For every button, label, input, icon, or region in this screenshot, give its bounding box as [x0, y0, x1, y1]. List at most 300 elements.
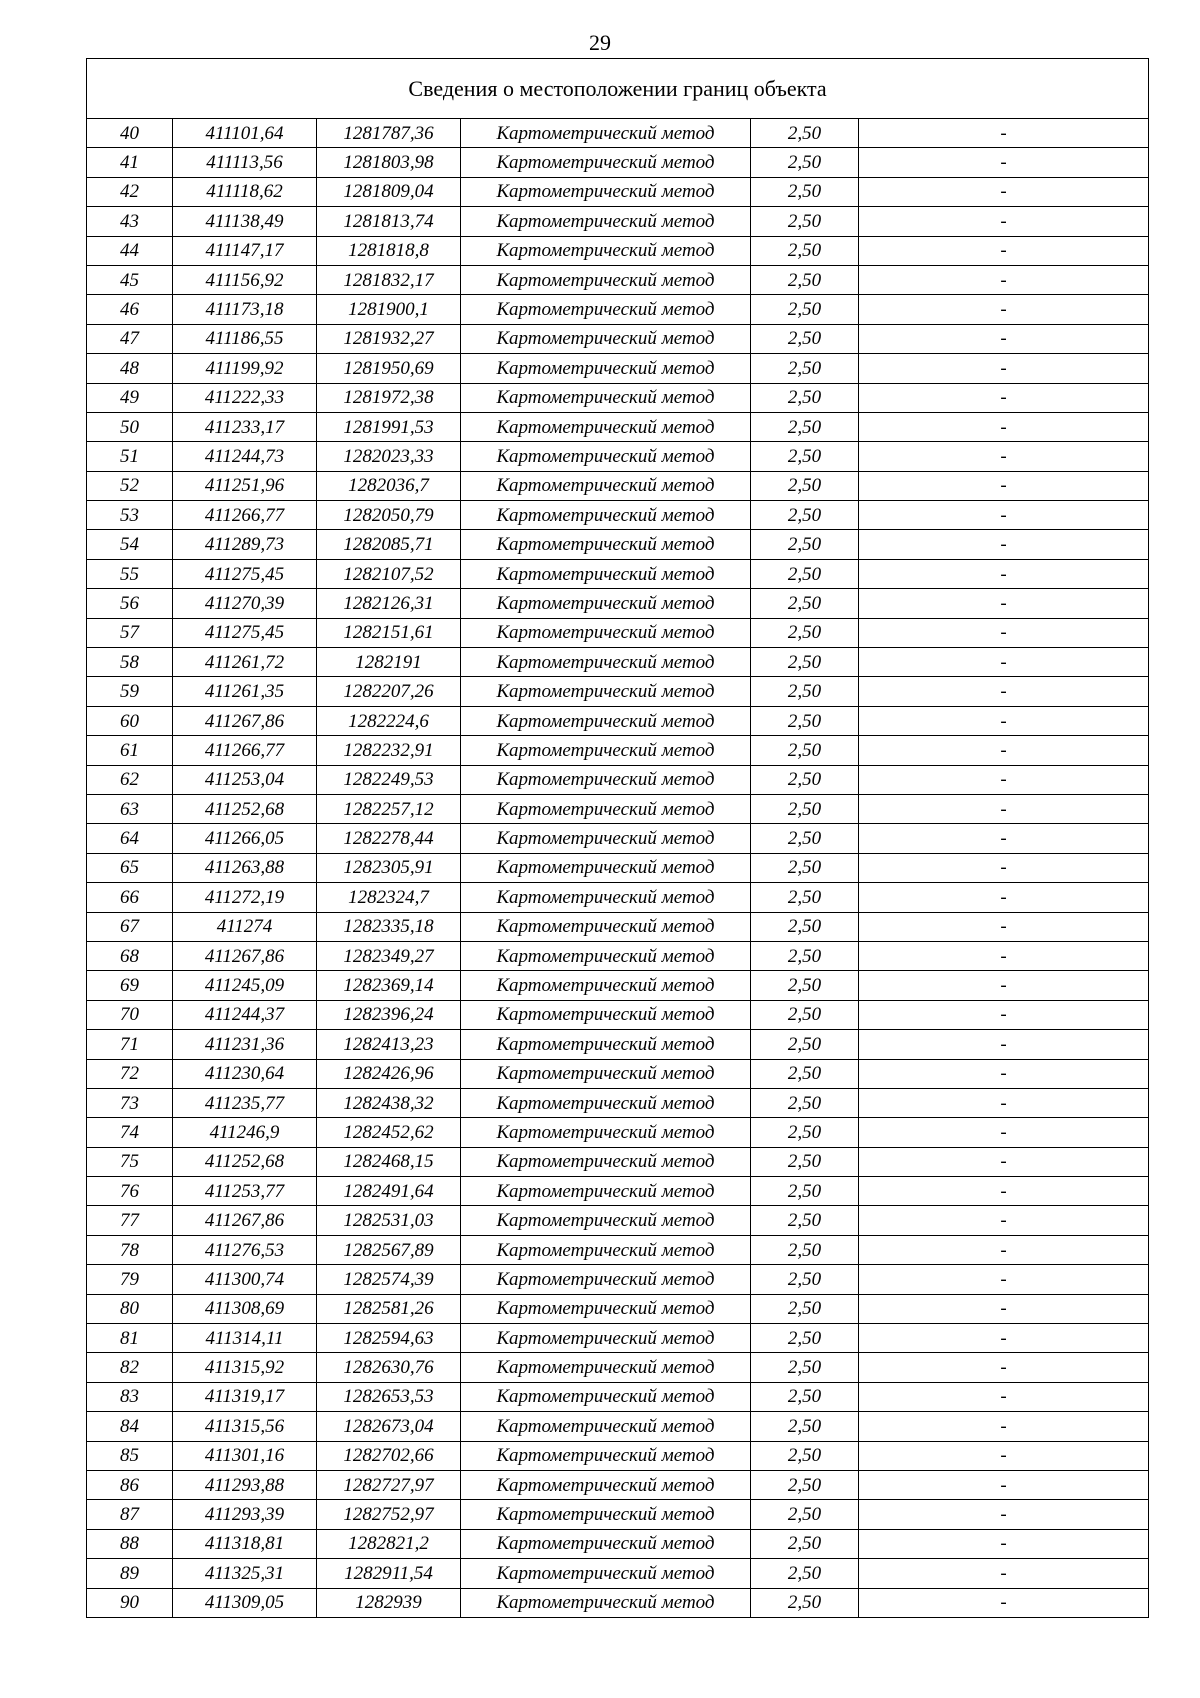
- table-row: [87, 148, 1149, 177]
- description-cell: -: [859, 530, 1149, 559]
- accuracy-cell: 2,50: [751, 1588, 859, 1617]
- method-cell: Картометрический метод: [461, 1412, 751, 1441]
- x-coordinate-cell: 411308,69: [173, 1294, 317, 1323]
- point-number-cell: 44: [87, 236, 173, 265]
- y-coordinate-cell: 1282574,39: [317, 1265, 461, 1294]
- y-coordinate-cell: 1281932,27: [317, 324, 461, 353]
- description-cell: -: [859, 706, 1149, 735]
- description-cell: -: [859, 824, 1149, 853]
- accuracy-cell: 2,50: [751, 1470, 859, 1499]
- method-cell: Картометрический метод: [461, 736, 751, 765]
- method-cell: Картометрический метод: [461, 883, 751, 912]
- x-coordinate-cell: 411293,88: [173, 1470, 317, 1499]
- x-coordinate-cell: 411267,86: [173, 706, 317, 735]
- point-number-cell: 49: [87, 383, 173, 412]
- point-number-cell: 68: [87, 941, 173, 970]
- point-number-cell: 65: [87, 853, 173, 882]
- method-cell: Картометрический метод: [461, 1206, 751, 1235]
- table-row: [87, 354, 1149, 383]
- table-row: [87, 501, 1149, 530]
- table-row: [87, 324, 1149, 353]
- table-row: [87, 765, 1149, 794]
- point-number-cell: 42: [87, 177, 173, 206]
- table-row: [87, 1088, 1149, 1117]
- table-row: [87, 1500, 1149, 1529]
- table-row: [87, 794, 1149, 823]
- description-cell: -: [859, 941, 1149, 970]
- x-coordinate-cell: 411156,92: [173, 265, 317, 294]
- page-number: 29: [589, 30, 611, 55]
- x-coordinate-cell: 411266,77: [173, 736, 317, 765]
- table-row: [87, 207, 1149, 236]
- y-coordinate-cell: 1281809,04: [317, 177, 461, 206]
- point-number-cell: 84: [87, 1412, 173, 1441]
- method-cell: Картометрический метод: [461, 1529, 751, 1558]
- y-coordinate-cell: 1282232,91: [317, 736, 461, 765]
- method-cell: Картометрический метод: [461, 559, 751, 588]
- description-cell: -: [859, 1382, 1149, 1411]
- description-cell: -: [859, 148, 1149, 177]
- accuracy-cell: 2,50: [751, 1088, 859, 1117]
- accuracy-cell: 2,50: [751, 1265, 859, 1294]
- table-row: [87, 883, 1149, 912]
- x-coordinate-cell: 411276,53: [173, 1235, 317, 1264]
- y-coordinate-cell: 1282452,62: [317, 1118, 461, 1147]
- y-coordinate-cell: 1282630,76: [317, 1353, 461, 1382]
- y-coordinate-cell: 1282224,6: [317, 706, 461, 735]
- method-cell: Картометрический метод: [461, 677, 751, 706]
- point-number-cell: 54: [87, 530, 173, 559]
- x-coordinate-cell: 411266,05: [173, 824, 317, 853]
- point-number-cell: 71: [87, 1030, 173, 1059]
- method-cell: Картометрический метод: [461, 1059, 751, 1088]
- x-coordinate-cell: 411261,35: [173, 677, 317, 706]
- table-row: [87, 177, 1149, 206]
- accuracy-cell: 2,50: [751, 265, 859, 294]
- x-coordinate-cell: 411325,31: [173, 1559, 317, 1588]
- table-title: Сведения о местоположении границ объекта: [87, 59, 1149, 119]
- y-coordinate-cell: 1282023,33: [317, 442, 461, 471]
- x-coordinate-cell: 411275,45: [173, 618, 317, 647]
- accuracy-cell: 2,50: [751, 853, 859, 882]
- accuracy-cell: 2,50: [751, 1000, 859, 1029]
- x-coordinate-cell: 411267,86: [173, 941, 317, 970]
- x-coordinate-cell: 411315,92: [173, 1353, 317, 1382]
- y-coordinate-cell: 1282752,97: [317, 1500, 461, 1529]
- accuracy-cell: 2,50: [751, 883, 859, 912]
- y-coordinate-cell: 1282396,24: [317, 1000, 461, 1029]
- accuracy-cell: 2,50: [751, 295, 859, 324]
- x-coordinate-cell: 411253,77: [173, 1177, 317, 1206]
- accuracy-cell: 2,50: [751, 1206, 859, 1235]
- method-cell: Картометрический метод: [461, 1382, 751, 1411]
- accuracy-cell: 2,50: [751, 589, 859, 618]
- point-number-cell: 64: [87, 824, 173, 853]
- point-number-cell: 62: [87, 765, 173, 794]
- description-cell: -: [859, 736, 1149, 765]
- table-row: [87, 589, 1149, 618]
- point-number-cell: 56: [87, 589, 173, 618]
- table-row: [87, 941, 1149, 970]
- description-cell: -: [859, 883, 1149, 912]
- table-row: [87, 1118, 1149, 1147]
- method-cell: Картометрический метод: [461, 794, 751, 823]
- table-row: [87, 912, 1149, 941]
- description-cell: -: [859, 677, 1149, 706]
- table-row: [87, 1529, 1149, 1558]
- point-number-cell: 61: [87, 736, 173, 765]
- x-coordinate-cell: 411274: [173, 912, 317, 941]
- x-coordinate-cell: 411267,86: [173, 1206, 317, 1235]
- point-number-cell: 58: [87, 648, 173, 677]
- table-row: [87, 618, 1149, 647]
- y-coordinate-cell: 1282305,91: [317, 853, 461, 882]
- accuracy-cell: 2,50: [751, 148, 859, 177]
- accuracy-cell: 2,50: [751, 324, 859, 353]
- point-number-cell: 81: [87, 1324, 173, 1353]
- table-row: [87, 1324, 1149, 1353]
- accuracy-cell: 2,50: [751, 794, 859, 823]
- description-cell: -: [859, 324, 1149, 353]
- point-number-cell: 47: [87, 324, 173, 353]
- accuracy-cell: 2,50: [751, 1118, 859, 1147]
- method-cell: Картометрический метод: [461, 1353, 751, 1382]
- accuracy-cell: 2,50: [751, 412, 859, 441]
- y-coordinate-cell: 1281813,74: [317, 207, 461, 236]
- description-cell: -: [859, 1470, 1149, 1499]
- y-coordinate-cell: 1282278,44: [317, 824, 461, 853]
- point-number-cell: 83: [87, 1382, 173, 1411]
- point-number-cell: 63: [87, 794, 173, 823]
- method-cell: Картометрический метод: [461, 824, 751, 853]
- point-number-cell: 87: [87, 1500, 173, 1529]
- point-number-cell: 79: [87, 1265, 173, 1294]
- description-cell: -: [859, 471, 1149, 500]
- y-coordinate-cell: 1282249,53: [317, 765, 461, 794]
- description-cell: -: [859, 1000, 1149, 1029]
- point-number-cell: 72: [87, 1059, 173, 1088]
- accuracy-cell: 2,50: [751, 1235, 859, 1264]
- accuracy-cell: 2,50: [751, 941, 859, 970]
- point-number-cell: 51: [87, 442, 173, 471]
- y-coordinate-cell: 1282324,7: [317, 883, 461, 912]
- accuracy-cell: 2,50: [751, 1382, 859, 1411]
- method-cell: Картометрический метод: [461, 324, 751, 353]
- table-row: [87, 1000, 1149, 1029]
- description-cell: -: [859, 295, 1149, 324]
- description-cell: -: [859, 265, 1149, 294]
- description-cell: -: [859, 1500, 1149, 1529]
- accuracy-cell: 2,50: [751, 119, 859, 148]
- accuracy-cell: 2,50: [751, 559, 859, 588]
- method-cell: Картометрический метод: [461, 618, 751, 647]
- description-cell: -: [859, 1118, 1149, 1147]
- method-cell: Картометрический метод: [461, 706, 751, 735]
- point-number-cell: 57: [87, 618, 173, 647]
- x-coordinate-cell: 411275,45: [173, 559, 317, 588]
- method-cell: Картометрический метод: [461, 177, 751, 206]
- table-row: [87, 1030, 1149, 1059]
- x-coordinate-cell: 411138,49: [173, 207, 317, 236]
- accuracy-cell: 2,50: [751, 1500, 859, 1529]
- table-title-row: [87, 59, 1149, 119]
- accuracy-cell: 2,50: [751, 1294, 859, 1323]
- description-cell: -: [859, 1559, 1149, 1588]
- method-cell: Картометрический метод: [461, 853, 751, 882]
- y-coordinate-cell: 1281787,36: [317, 119, 461, 148]
- x-coordinate-cell: 411251,96: [173, 471, 317, 500]
- method-cell: Картометрический метод: [461, 412, 751, 441]
- x-coordinate-cell: 411314,11: [173, 1324, 317, 1353]
- point-number-cell: 52: [87, 471, 173, 500]
- y-coordinate-cell: 1282426,96: [317, 1059, 461, 1088]
- table-row: [87, 1441, 1149, 1470]
- point-number-cell: 69: [87, 971, 173, 1000]
- x-coordinate-cell: 411301,16: [173, 1441, 317, 1470]
- point-number-cell: 90: [87, 1588, 173, 1617]
- table-row: [87, 1206, 1149, 1235]
- x-coordinate-cell: 411118,62: [173, 177, 317, 206]
- description-cell: -: [859, 177, 1149, 206]
- x-coordinate-cell: 411147,17: [173, 236, 317, 265]
- description-cell: -: [859, 648, 1149, 677]
- method-cell: Картометрический метод: [461, 1235, 751, 1264]
- point-number-cell: 67: [87, 912, 173, 941]
- y-coordinate-cell: 1282349,27: [317, 941, 461, 970]
- description-cell: -: [859, 383, 1149, 412]
- method-cell: Картометрический метод: [461, 1324, 751, 1353]
- accuracy-cell: 2,50: [751, 912, 859, 941]
- description-cell: -: [859, 354, 1149, 383]
- point-number-cell: 82: [87, 1353, 173, 1382]
- y-coordinate-cell: 1281972,38: [317, 383, 461, 412]
- x-coordinate-cell: 411244,37: [173, 1000, 317, 1029]
- table-row: [87, 1382, 1149, 1411]
- method-cell: Картометрический метод: [461, 1265, 751, 1294]
- table-row: [87, 706, 1149, 735]
- y-coordinate-cell: 1281832,17: [317, 265, 461, 294]
- y-coordinate-cell: 1282653,53: [317, 1382, 461, 1411]
- method-cell: Картометрический метод: [461, 236, 751, 265]
- point-number-cell: 55: [87, 559, 173, 588]
- accuracy-cell: 2,50: [751, 236, 859, 265]
- accuracy-cell: 2,50: [751, 1059, 859, 1088]
- y-coordinate-cell: 1282821,2: [317, 1529, 461, 1558]
- table-row: [87, 1235, 1149, 1264]
- y-coordinate-cell: 1282126,31: [317, 589, 461, 618]
- table-row: [87, 1412, 1149, 1441]
- y-coordinate-cell: 1282107,52: [317, 559, 461, 588]
- table-row: [87, 412, 1149, 441]
- method-cell: Картометрический метод: [461, 1147, 751, 1176]
- method-cell: Картометрический метод: [461, 1559, 751, 1588]
- description-cell: -: [859, 1177, 1149, 1206]
- x-coordinate-cell: 411199,92: [173, 354, 317, 383]
- description-cell: -: [859, 1441, 1149, 1470]
- table-row: [87, 1265, 1149, 1294]
- point-number-cell: 48: [87, 354, 173, 383]
- y-coordinate-cell: 1282491,64: [317, 1177, 461, 1206]
- accuracy-cell: 2,50: [751, 618, 859, 647]
- table-row: [87, 1177, 1149, 1206]
- description-cell: -: [859, 853, 1149, 882]
- accuracy-cell: 2,50: [751, 442, 859, 471]
- description-cell: -: [859, 589, 1149, 618]
- description-cell: -: [859, 1265, 1149, 1294]
- accuracy-cell: 2,50: [751, 1441, 859, 1470]
- y-coordinate-cell: 1282567,89: [317, 1235, 461, 1264]
- description-cell: -: [859, 1294, 1149, 1323]
- method-cell: Картометрический метод: [461, 1177, 751, 1206]
- x-coordinate-cell: 411319,17: [173, 1382, 317, 1411]
- x-coordinate-cell: 411315,56: [173, 1412, 317, 1441]
- table-row: [87, 971, 1149, 1000]
- table-row: [87, 119, 1149, 148]
- y-coordinate-cell: 1282036,7: [317, 471, 461, 500]
- method-cell: Картометрический метод: [461, 383, 751, 412]
- x-coordinate-cell: 411230,64: [173, 1059, 317, 1088]
- accuracy-cell: 2,50: [751, 1324, 859, 1353]
- accuracy-cell: 2,50: [751, 530, 859, 559]
- method-cell: Картометрический метод: [461, 589, 751, 618]
- method-cell: Картометрический метод: [461, 119, 751, 148]
- method-cell: Картометрический метод: [461, 1441, 751, 1470]
- method-cell: Картометрический метод: [461, 941, 751, 970]
- boundary-coordinates-table: [86, 58, 1149, 1618]
- x-coordinate-cell: 411252,68: [173, 794, 317, 823]
- x-coordinate-cell: 411272,19: [173, 883, 317, 912]
- table-row: [87, 1294, 1149, 1323]
- accuracy-cell: 2,50: [751, 736, 859, 765]
- x-coordinate-cell: 411293,39: [173, 1500, 317, 1529]
- method-cell: Картометрический метод: [461, 265, 751, 294]
- y-coordinate-cell: 1282085,71: [317, 530, 461, 559]
- description-cell: -: [859, 1529, 1149, 1558]
- table-row: [87, 559, 1149, 588]
- description-cell: -: [859, 1088, 1149, 1117]
- x-coordinate-cell: 411235,77: [173, 1088, 317, 1117]
- x-coordinate-cell: 411231,36: [173, 1030, 317, 1059]
- y-coordinate-cell: 1282468,15: [317, 1147, 461, 1176]
- description-cell: -: [859, 1059, 1149, 1088]
- point-number-cell: 77: [87, 1206, 173, 1235]
- accuracy-cell: 2,50: [751, 1412, 859, 1441]
- y-coordinate-cell: 1282369,14: [317, 971, 461, 1000]
- x-coordinate-cell: 411222,33: [173, 383, 317, 412]
- table-row: [87, 1059, 1149, 1088]
- point-number-cell: 40: [87, 119, 173, 148]
- point-number-cell: 60: [87, 706, 173, 735]
- description-cell: -: [859, 1206, 1149, 1235]
- accuracy-cell: 2,50: [751, 1559, 859, 1588]
- accuracy-cell: 2,50: [751, 1353, 859, 1382]
- y-coordinate-cell: 1281818,8: [317, 236, 461, 265]
- y-coordinate-cell: 1282438,32: [317, 1088, 461, 1117]
- y-coordinate-cell: 1282257,12: [317, 794, 461, 823]
- method-cell: Картометрический метод: [461, 1030, 751, 1059]
- point-number-cell: 86: [87, 1470, 173, 1499]
- description-cell: -: [859, 618, 1149, 647]
- table-row: [87, 471, 1149, 500]
- accuracy-cell: 2,50: [751, 1147, 859, 1176]
- point-number-cell: 53: [87, 501, 173, 530]
- y-coordinate-cell: 1282939: [317, 1588, 461, 1617]
- y-coordinate-cell: 1282594,63: [317, 1324, 461, 1353]
- y-coordinate-cell: 1282413,23: [317, 1030, 461, 1059]
- y-coordinate-cell: 1282673,04: [317, 1412, 461, 1441]
- accuracy-cell: 2,50: [751, 1529, 859, 1558]
- accuracy-cell: 2,50: [751, 765, 859, 794]
- table-row: [87, 530, 1149, 559]
- description-cell: -: [859, 501, 1149, 530]
- method-cell: Картометрический метод: [461, 295, 751, 324]
- accuracy-cell: 2,50: [751, 207, 859, 236]
- x-coordinate-cell: 411263,88: [173, 853, 317, 882]
- point-number-cell: 45: [87, 265, 173, 294]
- description-cell: -: [859, 207, 1149, 236]
- description-cell: -: [859, 1235, 1149, 1264]
- method-cell: Картометрический метод: [461, 442, 751, 471]
- table-row: [87, 824, 1149, 853]
- x-coordinate-cell: 411113,56: [173, 148, 317, 177]
- x-coordinate-cell: 411270,39: [173, 589, 317, 618]
- x-coordinate-cell: 411233,17: [173, 412, 317, 441]
- point-number-cell: 66: [87, 883, 173, 912]
- method-cell: Картометрический метод: [461, 148, 751, 177]
- method-cell: Картометрический метод: [461, 207, 751, 236]
- description-cell: -: [859, 119, 1149, 148]
- table-row: [87, 736, 1149, 765]
- y-coordinate-cell: 1282581,26: [317, 1294, 461, 1323]
- accuracy-cell: 2,50: [751, 471, 859, 500]
- y-coordinate-cell: 1282050,79: [317, 501, 461, 530]
- x-coordinate-cell: 411244,73: [173, 442, 317, 471]
- accuracy-cell: 2,50: [751, 383, 859, 412]
- point-number-cell: 43: [87, 207, 173, 236]
- y-coordinate-cell: 1282702,66: [317, 1441, 461, 1470]
- accuracy-cell: 2,50: [751, 501, 859, 530]
- point-number-cell: 80: [87, 1294, 173, 1323]
- y-coordinate-cell: 1282911,54: [317, 1559, 461, 1588]
- description-cell: -: [859, 412, 1149, 441]
- method-cell: Картометрический метод: [461, 1588, 751, 1617]
- method-cell: Картометрический метод: [461, 765, 751, 794]
- method-cell: Картометрический метод: [461, 912, 751, 941]
- table-row: [87, 1588, 1149, 1617]
- table-row: [87, 236, 1149, 265]
- y-coordinate-cell: 1282191: [317, 648, 461, 677]
- point-number-cell: 88: [87, 1529, 173, 1558]
- description-cell: -: [859, 1412, 1149, 1441]
- method-cell: Картометрический метод: [461, 1500, 751, 1529]
- x-coordinate-cell: 411318,81: [173, 1529, 317, 1558]
- method-cell: Картометрический метод: [461, 1470, 751, 1499]
- x-coordinate-cell: 411309,05: [173, 1588, 317, 1617]
- x-coordinate-cell: 411253,04: [173, 765, 317, 794]
- method-cell: Картометрический метод: [461, 1000, 751, 1029]
- description-cell: -: [859, 1353, 1149, 1382]
- method-cell: Картометрический метод: [461, 501, 751, 530]
- x-coordinate-cell: 411266,77: [173, 501, 317, 530]
- x-coordinate-cell: 411289,73: [173, 530, 317, 559]
- method-cell: Картометрический метод: [461, 1118, 751, 1147]
- method-cell: Картометрический метод: [461, 971, 751, 1000]
- table-row: [87, 1470, 1149, 1499]
- point-number-cell: 74: [87, 1118, 173, 1147]
- y-coordinate-cell: 1281991,53: [317, 412, 461, 441]
- point-number-cell: 70: [87, 1000, 173, 1029]
- accuracy-cell: 2,50: [751, 1177, 859, 1206]
